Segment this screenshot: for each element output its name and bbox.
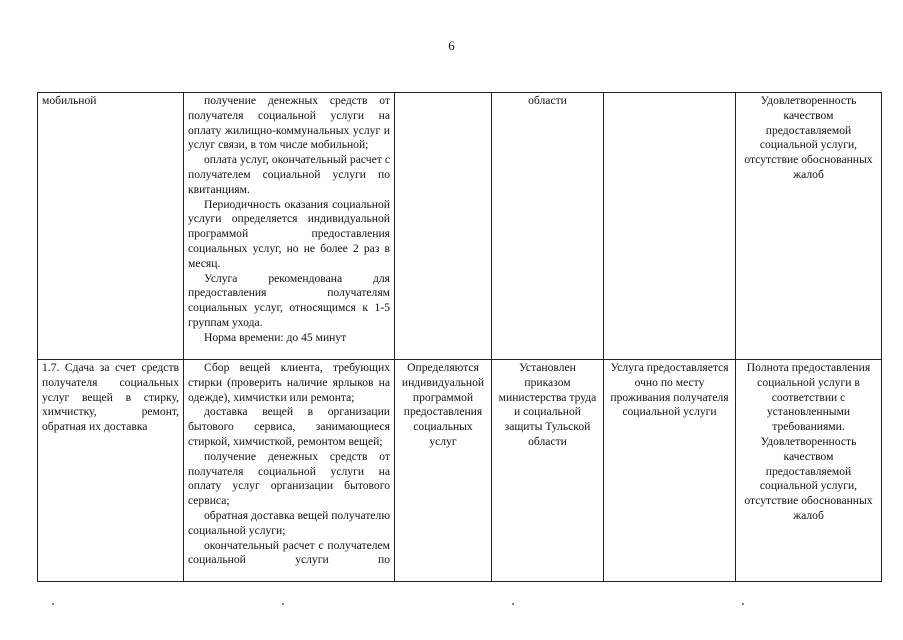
description-paragraph: получение денежных средств от получателя социальной услуги на оплату услуг организации бытового сервиса; (188, 449, 390, 508)
volume-cell: Определяются индивидуальной программой предоставления социальных услуг (395, 360, 492, 582)
conditions-cell (604, 93, 736, 360)
volume-cell (395, 93, 492, 360)
description-paragraph: получение денежных средств от получателя социальной услуги на оплату жилищно-коммунальных услуг и услуг связи, в том числе мобильной; (188, 94, 390, 152)
quality-cell: Полнота предоставления социальной услуги в соответствии с установленными требованиями. Удовлетворенность качеством предоставляемой социальной услуги, отсутствие обоснованных жалоб (736, 360, 882, 582)
table-row (38, 360, 882, 582)
description-paragraph: Услуга рекомендована для предоставления получателям социальных услуг, относящимся к 1-5 группам ухода. (188, 271, 390, 329)
timing-cell: Установлен приказом министерства труда и социальной защиты Тульской области (492, 360, 604, 582)
description-paragraph: Норма времени: до 45 минут (204, 330, 347, 344)
service-name-cell: 1.7. Сдача за счет средств получателя социальных услуг вещей в стирку, химчистку, ремонт, обратная их доставка (38, 360, 184, 582)
description-paragraph: обратная доставка вещей получателю социальной услуги; (188, 508, 390, 537)
service-name-cell: мобильной (38, 93, 184, 360)
description-paragraph: окончательный расчет с получателем социальной услуги по (188, 538, 390, 567)
services-table (37, 92, 882, 582)
timing-cell: области (492, 93, 604, 360)
description-paragraph: оплата услуг, окончательный расчет с получателем социальной услуги по квитанциям. (188, 153, 390, 196)
quality-cell: Удовлетворенность качеством предоставляемой социальной услуги, отсутствие обоснованных жалоб (736, 93, 882, 360)
page-number: 6 (448, 38, 455, 53)
scan-speck (742, 603, 744, 605)
description-paragraph: Сбор вещей клиента, требующих стирки (проверить наличие ярлыков на одежде), химчистки или ремонта; (188, 361, 390, 404)
description-paragraph: Периодичность оказания социальной услуги определяется индивидуальной программой предоставления социальных услуг, но не более 2 раз в месяц. (188, 197, 390, 270)
scan-speck (52, 603, 54, 605)
service-description-cell (184, 360, 395, 582)
table-row (38, 93, 882, 360)
conditions-cell: Услуга предоставляется очно по месту проживания получателя социальной услуги (604, 360, 736, 582)
service-description-cell (184, 93, 395, 360)
scan-speck (282, 603, 284, 605)
description-paragraph: доставка вещей в организации бытового сервиса, занимающиеся стиркой, химчисткой, ремонтом вещей; (188, 405, 390, 448)
scan-speck (512, 603, 514, 605)
